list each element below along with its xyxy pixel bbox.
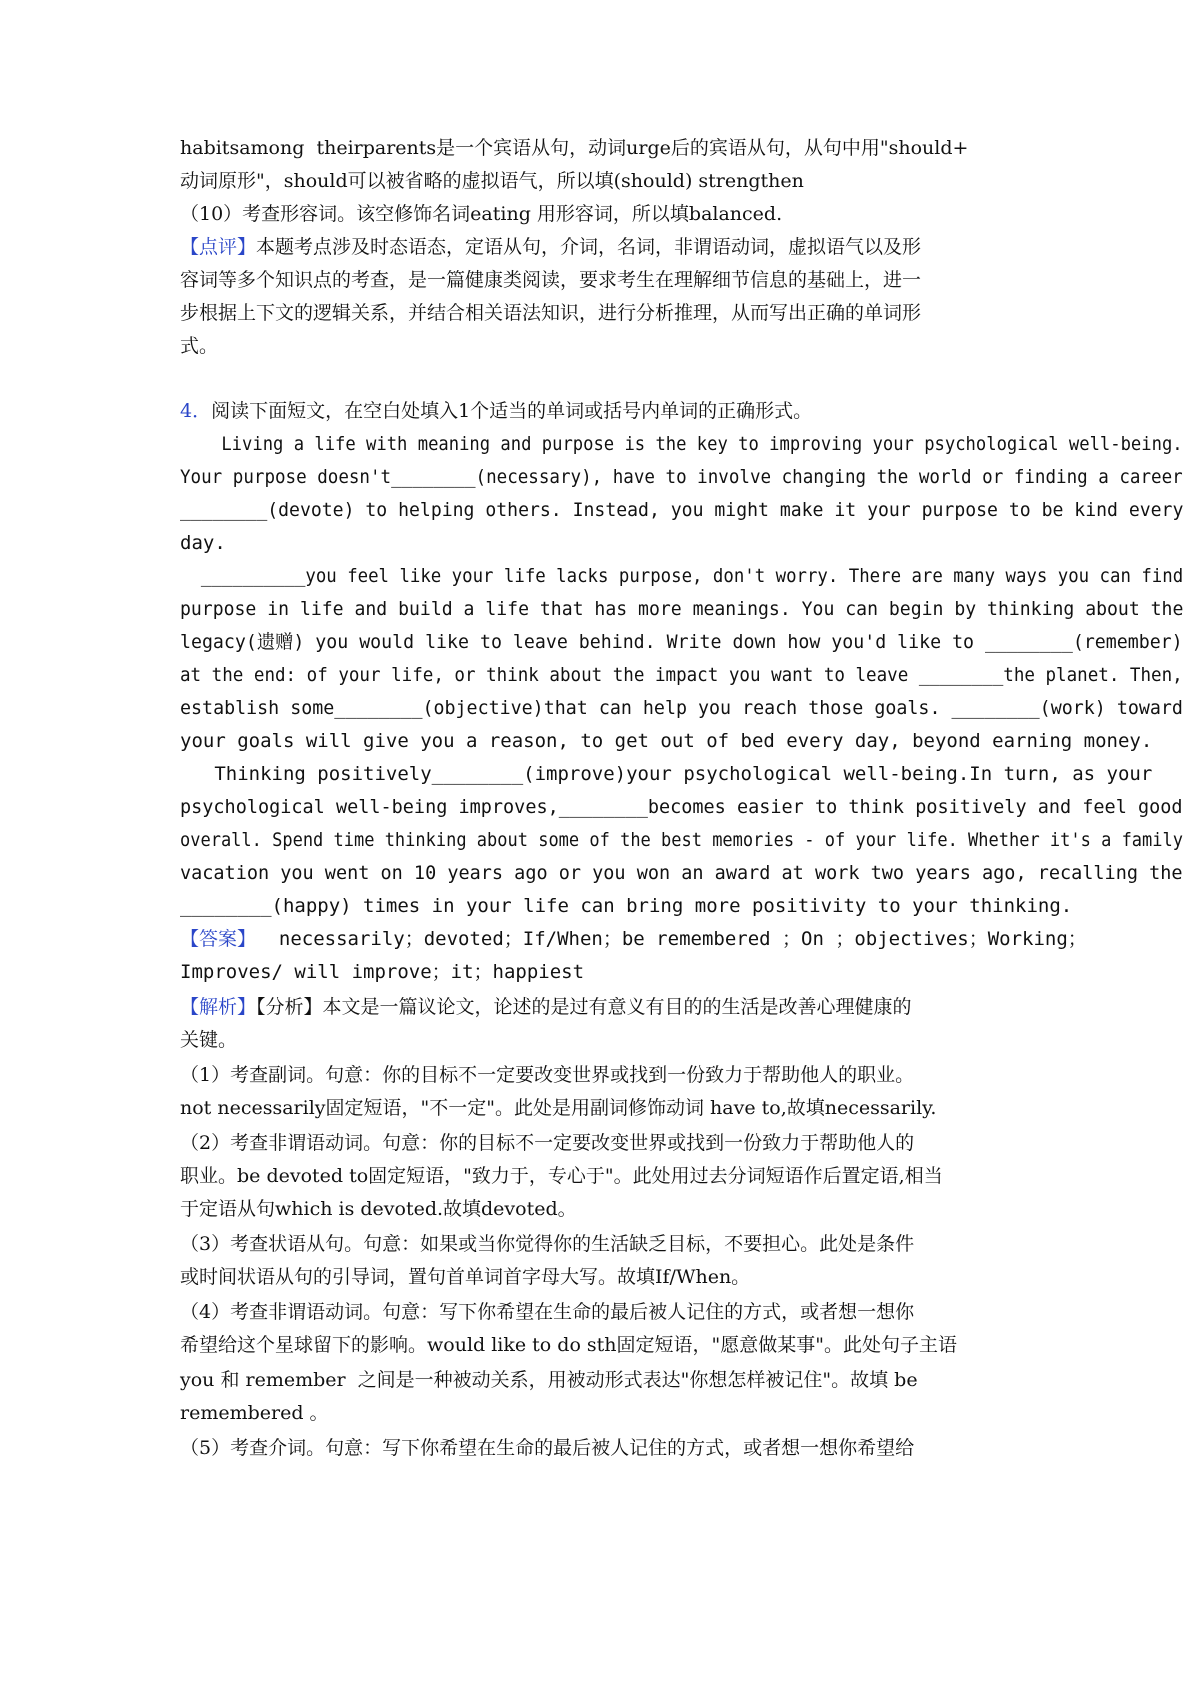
passage-line: ________(happy) times in your life can bring more positivity to your thinking. [180, 895, 1073, 917]
text-line: 于定语从句which is devoted.故填devoted。 [180, 1198, 577, 1220]
passage-line: overall. Spend time thinking about some of the best memories - of your life. Whether it's a family [180, 829, 1183, 851]
text-line: you 和 remember 之间是一种被动关系，用被动形式表达"你想怎样被记住"。故填 be [180, 1369, 918, 1391]
text-line: （5）考查介词。句意：写下你希望在生命的最后被人记住的方式，或者想一想你希望给 [180, 1437, 915, 1459]
analysis-line: 【解析】【分析】本文是一篇议论文，论述的是过有意义有目的的生活是改善心理健康的 [180, 996, 912, 1018]
passage-line: Thinking positively________(improve)your psychological well-being.In turn, as your [180, 763, 1153, 785]
passage-line: vacation you went on 10 years ago or you won an award at work two years ago, recalling the [180, 862, 1183, 884]
passage-line: your goals will give you a reason, to get out of bed every day, beyond earning money. [180, 730, 1153, 752]
passage-line: purpose in life and build a life that has more meanings. You can begin by thinking about the [180, 598, 1184, 620]
passage-line: establish some________(objective)that can help you reach those goals. ________(work) toward [180, 697, 1183, 719]
text-line: 或时间状语从句的引导词，置句首单词首字母大写。故填If/When。 [180, 1266, 751, 1288]
passage-line: legacy(遗赠) you would like to leave behind. Write down how you'd like to ________(remember) [180, 631, 1183, 653]
passage-line: ________(devote) to helping others. Instead, you might make it your purpose to be kind every [180, 499, 1184, 521]
question-heading: 4．阅读下面短文，在空白处填入1个适当的单词或括号内单词的正确形式。 [180, 400, 813, 422]
question-number: 4． [180, 400, 212, 422]
passage-line: Living a life with meaning and purpose is the key to improving your psychological well-being. [180, 433, 1183, 455]
text-line: 关键。 [180, 1029, 238, 1051]
text-line: （1）考查副词。句意：你的目标不一定要改变世界或找到一份致力于帮助他人的职业。 [180, 1064, 915, 1086]
text-line: habitsamong theirparents是一个宾语从句，动词urge后的宾语从句，从句中用"should+ [180, 137, 969, 159]
text-line: remembered 。 [180, 1402, 329, 1424]
text-line: 式。 [180, 335, 219, 357]
text-line: （4）考查非谓语动词。句意：写下你希望在生命的最后被人记住的方式，或者想一想你 [180, 1301, 915, 1323]
text-line: not necessarily固定短语，"不一定"。此处是用副词修饰动词 have to,故填necessarily. [180, 1097, 937, 1119]
section-label: 【点评】 [180, 236, 257, 258]
section-label: 【解析】 [180, 996, 257, 1018]
comment-line: 【点评】本题考点涉及时态语态，定语从句，介词，名词，非谓语动词，虚拟语气以及形 [180, 236, 922, 258]
text-line: （3）考查状语从句。句意：如果或当你觉得你的生活缺乏目标，不要担心。此处是条件 [180, 1233, 915, 1255]
text-line: 容词等多个知识点的考查，是一篇健康类阅读，要求考生在理解细节信息的基础上，进一 [180, 269, 922, 291]
text-line: （10）考查形容词。该空修饰名词eating 用形容词，所以填balanced. [180, 203, 783, 225]
passage-line: at the end: of your life, or think about the impact you want to leave ________the planet. Then, [180, 664, 1183, 686]
passage-line: day. [180, 532, 226, 554]
text-line: 职业。be devoted to固定短语，"致力于，专心于"。此处用过去分词短语作后置定语,相当 [180, 1165, 943, 1187]
text-line: （2）考查非谓语动词。句意：你的目标不一定要改变世界或找到一份致力于帮助他人的 [180, 1132, 915, 1154]
text-line: 步根据上下文的逻辑关系，并结合相关语法知识，进行分析推理，从而写出正确的单词形 [180, 302, 922, 324]
passage-line: __________you feel like your life lacks purpose, don't worry. There are many ways you can find [180, 565, 1184, 587]
section-label: 【答案】 [180, 928, 257, 950]
passage-line: Your purpose doesn't________(necessary), have to involve changing the world or finding a career [180, 466, 1183, 488]
text-line: 希望给这个星球留下的影响。would like to do sth固定短语，"愿意做某事"。此处句子主语 [180, 1334, 958, 1356]
passage-line: psychological well-being improves,________becomes easier to think positively and feel good [180, 796, 1183, 818]
text-line: 动词原形"，should可以被省略的虚拟语气，所以填(should) strengthen [180, 170, 804, 192]
answer-line: 【答案】 necessarily；devoted；If/When；be remembered ；On ；objectives；Working； [180, 928, 1087, 950]
answer-line: Improves/ will improve；it；happiest [180, 961, 585, 983]
